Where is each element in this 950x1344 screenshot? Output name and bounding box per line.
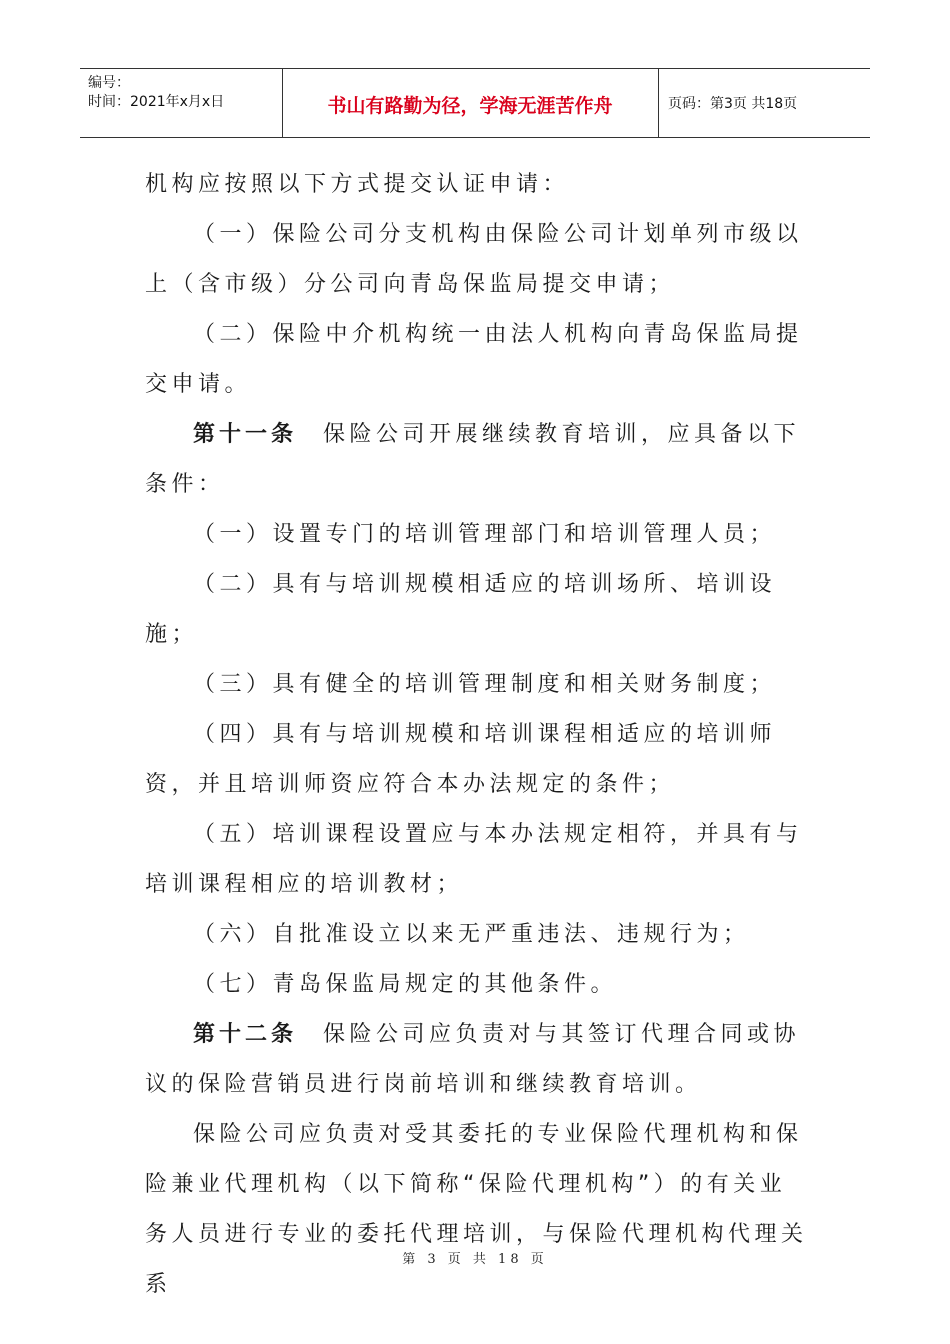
paragraph: （五）培训课程设置应与本办法规定相符，并具有与培训课程相应的培训教材；	[145, 822, 803, 897]
document-date: 时间：2021年x月x日	[88, 94, 225, 110]
paragraph: （一）保险公司分支机构由保险公司计划单列市级以上（含市级）分公司向青岛保监局提交申请；	[145, 222, 803, 297]
paragraph: （七）青岛保监局规定的其他条件。	[193, 972, 618, 997]
paragraph: 机构应按照以下方式提交认证申请：	[145, 172, 570, 197]
paragraph: 保险公司应负责对受其委托的专业保险代理机构和保险兼业代理机构（以下简称“保险代理机构”）的有关业务人员进行专业的委托代理培训，与保险代理机构代理关系	[145, 1122, 808, 1297]
header-meta-cell	[80, 69, 283, 137]
document-number-label: 编号：	[88, 75, 130, 91]
paragraph: （一）设置专门的培训管理部门和培训管理人员；	[193, 522, 777, 547]
paragraph: （二）保险中介机构统一由法人机构向青岛保监局提交申请。	[145, 322, 803, 397]
article-11	[145, 410, 810, 510]
article-text: 保险公司应负责对与其签订代理合同或协议的保险营销员进行岗前培训和继续教育培训。	[145, 1022, 801, 1097]
article-12	[145, 1010, 810, 1110]
header-motto-cell	[282, 69, 659, 137]
document-body	[145, 160, 810, 1310]
paragraph: （六）自批准设立以来无严重违法、违规行为；	[193, 922, 750, 947]
header-page-info: 页码：第3页 共18页	[668, 96, 798, 112]
paragraph: （二）具有与培训规模相适应的培训场所、培训设施；	[145, 572, 777, 647]
article-text: 保险公司开展继续教育培训，应具备以下条件：	[145, 422, 801, 497]
header-motto: 书山有路勤为径，学海无涯苦作舟	[327, 95, 613, 117]
page-header	[80, 68, 870, 138]
article-title: 第十一条	[193, 422, 298, 447]
page-footer: 第 3 页 共 18 页	[402, 1252, 548, 1267]
article-title: 第十二条	[193, 1022, 298, 1047]
paragraph: （四）具有与培训规模和培训课程相适应的培训师资，并且培训师资应符合本办法规定的条件；	[145, 722, 777, 797]
paragraph: （三）具有健全的培训管理制度和相关财务制度；	[193, 672, 777, 697]
